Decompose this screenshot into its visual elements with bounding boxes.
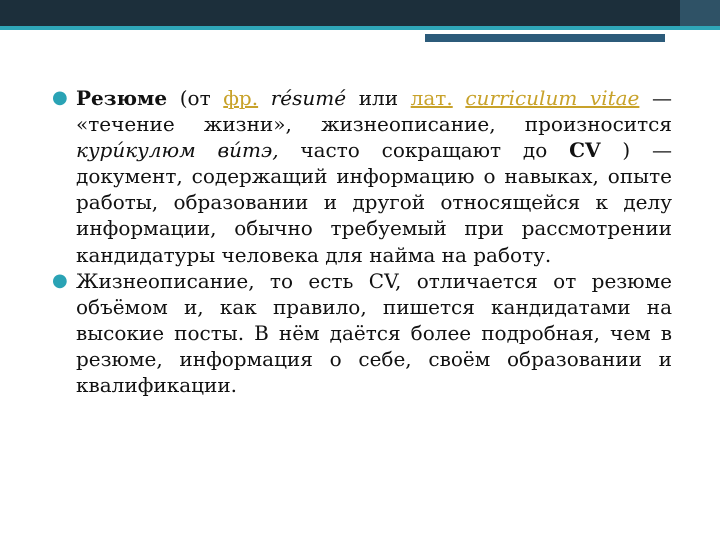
link-fr[interactable]: фр. [223,86,259,110]
term-resume: Резюме [76,86,168,110]
text-segment: ) — документ, содержащий информацию о навыках, опыте работы, образовании и другой относящейся к делу информации, обычно требуемый при рассмотрении кандидатуры человека для найма на работу. [76,138,672,267]
text-segment: — «течение жизни», жизнеописание, произносится [76,86,673,137]
top-bar-accent [680,0,720,26]
link-curriculum-vitae[interactable]: curriculum vitae [465,86,640,110]
text-segment: часто сокращают до [278,138,570,163]
text-segment: (от [167,86,224,110]
slide-body [52,85,672,398]
bullet-biography [52,268,672,398]
term-cv: CV [569,138,601,163]
bullet-resume [52,85,672,268]
text-segment [453,86,466,110]
text-segment [258,86,271,110]
bullet-text: Жизнеописание, то есть CV, отличается от резюме объёмом и, как правило, пишется кандидатами на высокие посты. В нём даётся более подробная, чем в резюме, информация о себе, своём образовании и квалификации. [76,268,672,398]
bullet-icon: ● [52,269,68,291]
accent-stripe [0,26,720,30]
text-segment: или [346,86,411,110]
title-placeholder-bar [425,34,665,42]
term-resume-fr: résumé [270,86,347,110]
bullet-icon: ● [52,87,68,108]
top-bar [0,0,720,26]
pronunciation: кури́кулюм ви́тэ, [76,138,279,163]
link-lat[interactable]: лат. [410,86,453,110]
